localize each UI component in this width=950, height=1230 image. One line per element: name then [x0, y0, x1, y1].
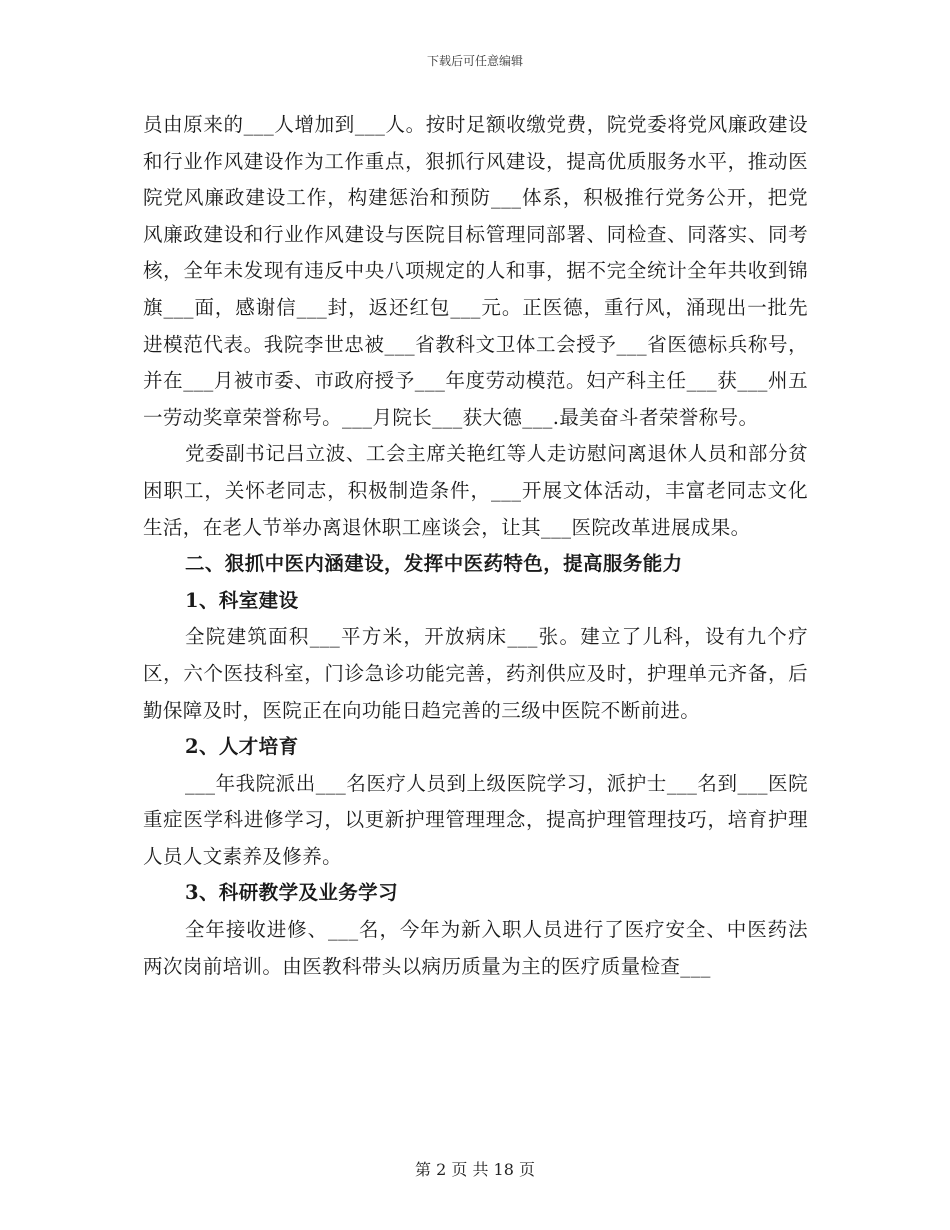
paragraph-party-building: 员由原来的___人增加到___人。按时足额收缴党费，院党委将党风廉政建设和行业作风建设作为工作重点，狠抓行风建设，提高优质服务水平，推动医院党风廉政建设工作，构建惩治和预防___体系，积极推行党务公开，把党风廉政建设和行业作风建设与医院目标管理同部署、同检查、同落实、同考核，全年未发现有违反中央八项规定的人和事，据不完全统计全年共收到锦旗___面，感谢信___封，返还红包___元。正医德，重行风，涌现出一批先进模范代表。我院李世忠被___省教科文卫体工会授予___省医德标兵称号，并在___月被市委、市政府授予___年度劳动模范。妇产科主任___获___州五一劳动奖章荣誉称号。___月院长___获大德___.最美奋斗者荣誉称号。 — [143, 113, 808, 429]
paragraph-research-teaching: 全年接收进修、___名，今年为新入职人员进行了医疗安全、中医药法两次岗前培训。由医教科带头以病历质量为主的医疗质量检查___ — [143, 918, 808, 978]
section-heading-tcm: 二、狠抓中医内涵建设，发挥中医药特色，提高服务能力 — [185, 552, 683, 576]
subheading-department-building: 1、科室建设 — [185, 588, 299, 612]
paragraph-retiree-care: 党委副书记吕立波、工会主席关艳红等人走访慰问离退休人员和部分贫困职工，关怀老同志，积极制造条件，___开展文体活动，丰富老同志文化生活，在老人节举办离退休职工座谈会，让其___医院改革进展成果。 — [143, 442, 808, 539]
paragraph-talent-training: ___年我院派出___名医疗人员到上级医院学习，派护士___名到___医院重症医学科进修学习，以更新护理管理理念，提高护理管理技巧，培育护理人员人文素养及修养。 — [143, 771, 808, 868]
page-header-note: 下载后可任意编辑 — [426, 54, 523, 68]
document-body — [143, 107, 808, 985]
paragraph-department-building: 全院建筑面积___平方米，开放病床___张。建立了儿科，设有九个疗区，六个医技科室，门诊急诊功能完善，药剂供应及时，护理单元齐备，后勤保障及时，医院正在向功能日趋完善的三级中医院不断前进。 — [143, 625, 808, 722]
page-number-footer: 第 2 页 共 18 页 — [415, 1160, 535, 1179]
subheading-research-teaching: 3、科研教学及业务学习 — [185, 881, 398, 905]
subheading-talent-training: 2、人才培育 — [185, 735, 299, 759]
